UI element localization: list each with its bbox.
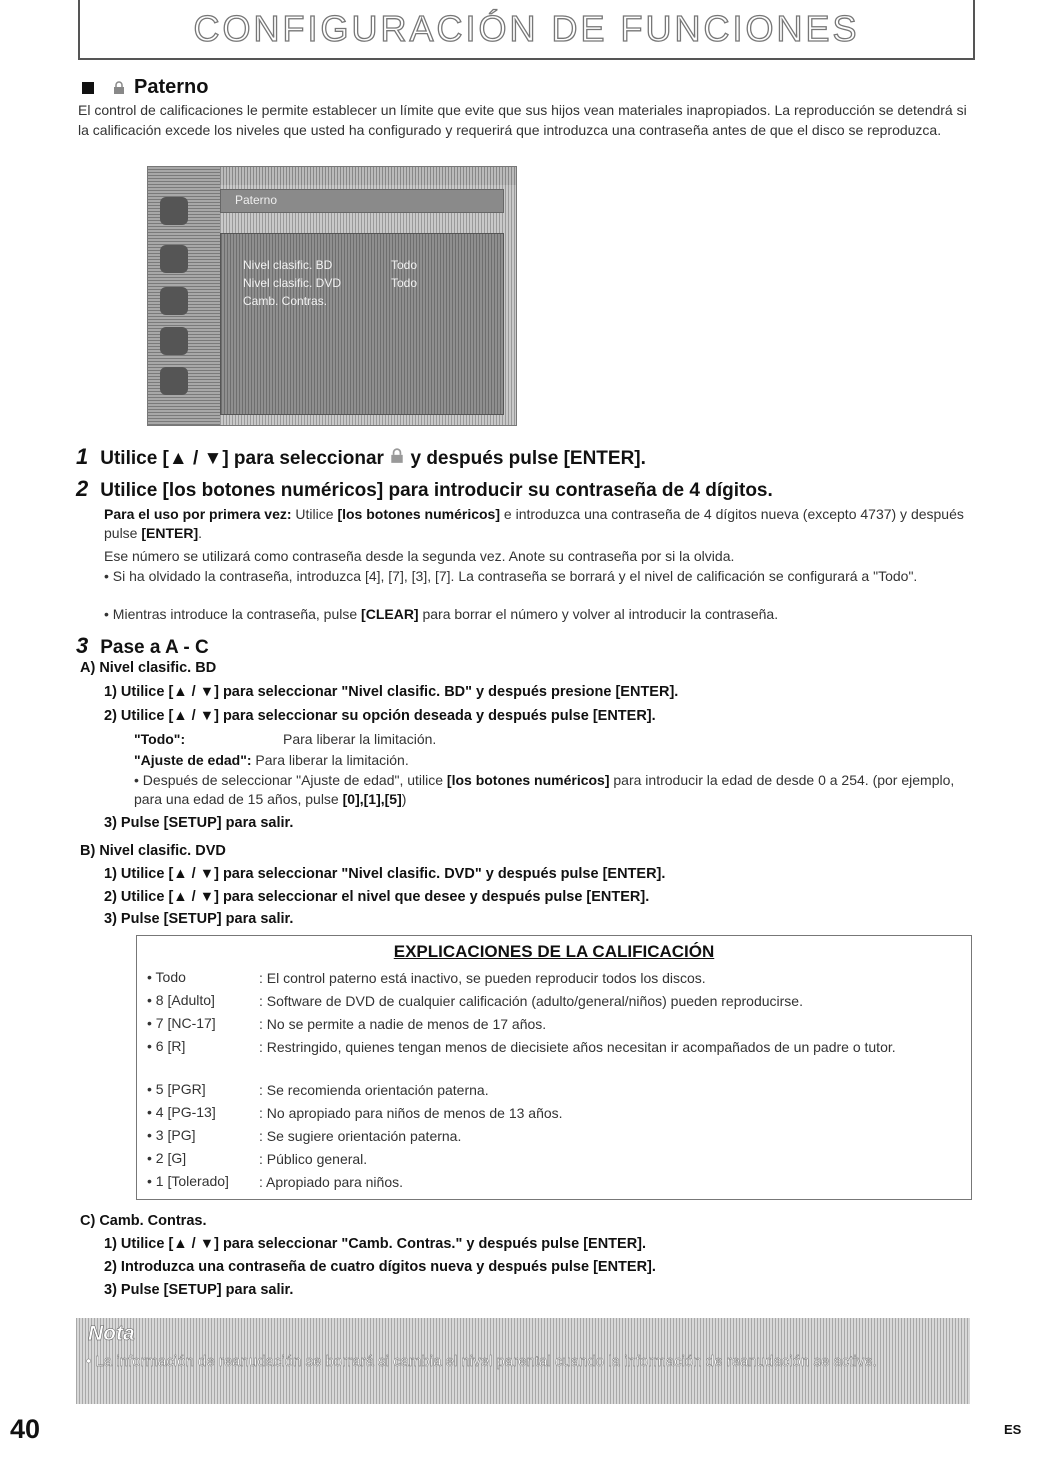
step2-bullet-forgot: • Si ha olvidado la contraseña, introduzca [4], [7], [3], [7]. La contraseña se borrará y el nivel de calificación se configurará a "Todo". [104,568,918,584]
rating-desc: : No apropiado para niños de menos de 13 años. [259,1105,563,1121]
rating-key: • 3 [PG] [147,1127,196,1143]
rating-desc: : Público general. [259,1151,368,1167]
part-b-item-1: 1) Utilice [▲ / ▼] para seleccionar "Nivel clasific. DVD" y después pulse [ENTER]. [104,866,666,882]
note-box [76,1318,970,1404]
menu-screenshot [147,166,517,426]
rating-key: • 5 [PGR] [147,1081,206,1097]
step-1: 1 Utilice [▲ / ▼] para seleccionar y después pulse [ENTER]. [76,444,646,469]
todo-desc: Para liberar la limitación. [283,731,437,747]
part-b-item-2: 2) Utilice [▲ / ▼] para seleccionar el nivel que desee y después pulse [ENTER]. [104,889,650,905]
part-a-item-1: 1) Utilice [▲ / ▼] para seleccionar "Nivel clasific. BD" y después presione [ENTER]. [104,684,679,700]
bullet-square-icon [82,82,94,94]
menu-panel [220,233,504,415]
rating-desc: : Restringido, quienes tengan menos de diecisiete años necesitan ir acompañados de un padre o tutor. [259,1039,896,1055]
section-title [82,76,208,99]
note-text: • La información de reanudación se borrará si cambia el nivel parental cuando la información de reanudación se active. [86,1353,877,1370]
step-3: 3 Pase a A - C [76,633,209,658]
page-number: 40 [10,1414,41,1444]
todo-option: "Todo": [134,731,186,747]
menu-sidebar [148,167,220,425]
part-c-title: C) Camb. Contras. [80,1213,207,1229]
menu-row-value: Todo [391,258,418,272]
rating-key: • 8 [Adulto] [147,992,215,1008]
rating-desc: : Software de DVD de cualquier calificación (adulto/general/niños) pueden reproducirse. [259,993,803,1009]
rating-desc: : No se permite a nadie de menos de 17 años. [259,1016,547,1032]
step-2: 2 Utilice [los botones numéricos] para introducir su contraseña de 4 dígitos. [76,476,773,501]
header-title: CONFIGURACIÓN DE FUNCIONES [193,8,860,49]
menu-row-value: Todo [391,276,418,290]
ajuste-option: "Ajuste de edad": Para liberar la limitación. [134,752,409,768]
menu-top-band [220,167,516,185]
part-c-item-2: 2) Introduzca una contraseña de cuatro dígitos nueva y después pulse [ENTER]. [104,1259,656,1275]
part-a-item-3: 3) Pulse [SETUP] para salir. [104,815,294,831]
lock-icon [160,327,188,355]
part-c-item-3: 3) Pulse [SETUP] para salir. [104,1282,294,1298]
part-b-item-3: 3) Pulse [SETUP] para salir. [104,911,294,927]
part-c-item-1: 1) Utilice [▲ / ▼] para seleccionar "Camb. Contras." y después pulse [ENTER]. [104,1236,647,1252]
rating-key: • 2 [G] [147,1150,187,1166]
parental-icon [389,448,405,464]
rating-key: • Todo [147,969,186,985]
step2-bullet-clear: • Mientras introduce la contraseña, pulse [CLEAR] para borrar el número y volver al introducir la contraseña. [104,606,779,622]
settings-icon [160,197,188,225]
menu-row-label: Nivel clasific. DVD [243,276,342,290]
step2-first-use: Para el uso por primera vez: Utilice [los botones numéricos] e introduzca una contraseña de 4 dígitos nueva (excepto 4737) y después pulse [ENTER]. [104,506,964,541]
page-header [78,0,975,60]
menu-title: Paterno [235,193,278,207]
rating-key: • 7 [NC-17] [147,1015,216,1031]
audio-icon [160,287,188,315]
parental-icon [112,81,126,95]
rating-desc: : El control paterno está inactivo, se pueden reproducir todos los discos. [259,970,706,986]
part-a-title: A) Nivel clasific. BD [80,660,217,676]
ratings-box-title: EXPLICACIONES DE LA CALIFICACIÓN [393,942,715,961]
intro-paragraph: El control de calificaciones le permite establecer un límite que evite que sus hijos vean materiales inapropiados. La reproducción se detendrá si la calificación excede los niveles que usted ha configurado y requerirá que introduzca una contraseña antes de que el disco se reproduzca. [78,102,967,138]
language-code: ES [1004,1422,1022,1437]
rating-key: • 1 [Tolerado] [147,1173,229,1189]
menu-title-bar [220,189,504,213]
rating-key: • 6 [R] [147,1038,186,1054]
menu-row-label: Camb. Contras. [243,294,328,308]
rating-key: • 4 [PG-13] [147,1104,216,1120]
menu-row-label: Nivel clasific. BD [243,258,333,272]
ajuste-note: • Después de seleccionar "Ajuste de edad", utilice [los botones numéricos] para introducir la edad de desde 0 a 254. (por ejemplo, para una edad de 15 años, pulse [0],[1],[5]) [134,772,955,807]
ratings-box [136,935,972,1200]
part-a-item-2: 2) Utilice [▲ / ▼] para seleccionar su opción deseada y después pulse [ENTER]. [104,708,656,724]
rating-desc: : Apropiado para niños. [259,1174,403,1190]
note-title: Nota [88,1322,135,1345]
part-b-title: B) Nivel clasific. DVD [80,843,226,859]
rating-desc: : Se recomienda orientación paterna. [259,1082,489,1098]
rating-desc: : Se sugiere orientación paterna. [259,1128,462,1144]
display-icon [160,245,188,273]
others-icon [160,367,188,395]
section-title-text: Paterno [134,76,209,98]
step2-note: Ese número se utilizará como contraseña desde la segunda vez. Anote su contraseña por si la olvida. [104,548,735,564]
